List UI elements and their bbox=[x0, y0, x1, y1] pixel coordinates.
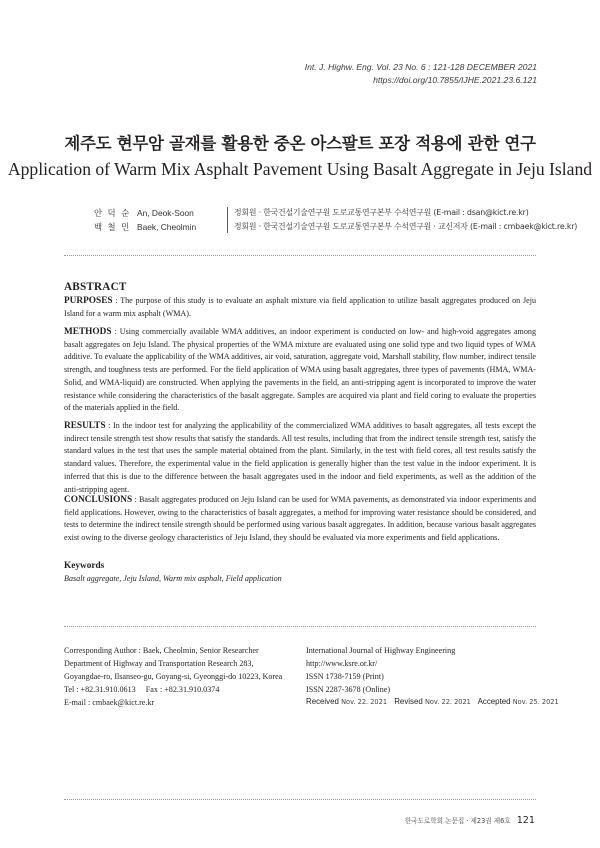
received-date: Nov. 22. 2021 bbox=[341, 698, 388, 706]
doi-link[interactable]: https://doi.org/10.7855/IJHE.2021.23.6.121 bbox=[373, 75, 537, 85]
author-2-english-name: Baek, Cheolmin bbox=[137, 222, 197, 232]
results-label: RESULTS bbox=[64, 421, 106, 431]
journal-info-block bbox=[306, 645, 455, 697]
conclusions-paragraph bbox=[64, 494, 536, 545]
corresponding-email-line[interactable]: E-mail : cmbaek@kict.re.kr bbox=[64, 697, 155, 707]
section-divider bbox=[64, 255, 536, 256]
submission-dates bbox=[306, 697, 564, 706]
author-2-affiliation: 정회원 · 한국건설기술연구원 도로교통연구본부 수석연구원 · 교신저자 (E-mail : cmbaek@kict.re.kr) bbox=[234, 222, 578, 231]
results-paragraph bbox=[64, 420, 536, 496]
english-title: Application of Warm Mix Asphalt Pavement Using Basalt Aggregate in Jeju Island bbox=[7, 159, 593, 179]
author-1-affiliation: 정회원 · 한국건설기술연구원 도로교통연구본부 수석연구원 (E-mail : dsan@kict.re.kr) bbox=[234, 208, 529, 217]
accepted-date: Nov. 25. 2021 bbox=[512, 698, 559, 706]
abstract-heading: ABSTRACT bbox=[64, 281, 127, 293]
issn-online: ISSN 2287-3678 (Online) bbox=[306, 684, 391, 694]
results-text: : In the indoor test for analyzing the applicability of the commercialized WMA additives to basalt aggregates, all tests except the indirect tensile strength test show results that satisfy the standards. All test results, including that from the indirect tensile strength test, satisfy the standard values in the test that uses the sample material obtained from the plant. Similarly, in the test with field cores, all test results satisfy the standard values. Therefore, the experimental value in the field application is generally higher than the test value in the indoor experiment. It is inferred that this is due to the difference between the basalt aggregates used in the indoor and field experiments, as well as the addition of the anti-stripping agent. bbox=[64, 421, 536, 494]
purposes-text: : The purpose of this study is to evaluate an asphalt mixture via field application to utilize basalt aggregates produced on Jeju Island for a warm mix asphalt (WMA). bbox=[64, 296, 536, 318]
corresponding-author-line: Corresponding Author : Baek, Cheolmin, Senior Researcher bbox=[64, 646, 259, 655]
keywords-heading: Keywords bbox=[64, 561, 105, 571]
journal-name: International Journal of Highway Engineering bbox=[306, 646, 456, 655]
page-footer bbox=[405, 815, 535, 826]
journal-website[interactable]: http://www.ksre.or.kr/ bbox=[306, 658, 378, 668]
purposes-label: PURPOSES bbox=[64, 296, 113, 306]
issn-print: ISSN 1738-7159 (Print) bbox=[306, 671, 384, 681]
author-1-korean-name: 안 덕 순 bbox=[94, 208, 131, 218]
footer-divider bbox=[64, 799, 536, 800]
methods-text: : Using commercially available WMA additives, an indoor experiment is conducted on low- and high-void aggregates among basalt aggregates on Jeju Island. The physical properties of the WMA mixture are evaluated using one solid type and two liquid types of WMA additive. To evaluate the applicability of the WMA additives, air void, saturation, aggregate void, Marshall stability, flow number, indirect tensile strength, and toughness tests are performed. For the field application of WMA using basalt aggregates, three types of pavements (HMA, WMA-Solid, and WMA-liquid) are constructed. When applying the pavements in the field, an anti-stripping agent is incorporated to improve the water resistance while considering the characteristics of the basalt aggregate. Samples are acquired via plant and field coring to evaluate the properties of the materials applied in the field. bbox=[64, 327, 536, 413]
received-label: Received bbox=[306, 697, 339, 706]
corresponding-phone-line: Tel : +82.31.910.0613 Fax : +82.31.910.0374 bbox=[64, 684, 220, 694]
korean-title: 제주도 현무암 골재를 활용한 중온 아스팔트 포장 적용에 관한 연구 bbox=[64, 134, 536, 153]
author-block bbox=[0, 206, 600, 236]
author-divider bbox=[227, 207, 228, 233]
corresponding-address-line: Goyangdae-ro, Ilsanseo-gu, Goyang-si, Gyeonggi-do 10223, Korea bbox=[64, 671, 283, 681]
methods-paragraph bbox=[64, 326, 536, 415]
section-divider-bottom bbox=[64, 626, 536, 627]
corresponding-author-block bbox=[64, 645, 282, 710]
revised-label: Revised bbox=[394, 697, 423, 706]
journal-volume-label: 한국도로학회 논문집 · 제23권 제6호 bbox=[404, 817, 511, 825]
author-1-english-name: An, Deok-Soon bbox=[137, 208, 194, 218]
keywords-text: Basalt aggregate, Jeju Island, Warm mix asphalt, Field application bbox=[64, 574, 282, 583]
accepted-label: Accepted bbox=[477, 697, 511, 706]
corresponding-department-line: Department of Highway and Transportation Research 283, bbox=[64, 658, 254, 668]
page-number: 121 bbox=[516, 815, 535, 826]
journal-citation: Int. J. Highw. Eng. Vol. 23 No. 6 : 121-128 DECEMBER 2021 bbox=[304, 62, 537, 72]
conclusions-text: : Basalt aggregates produced on Jeju Island can be used for WMA pavements, as demonstrated via indoor experiments and field applications. However, owing to the characteristics of basalt aggregates, a method for improving water resistance should be considered, and tests to determine the indirect tensile strength should be performed using various basalt aggregates. In addition, because various basalt aggregates exist owing to the diverse geology characteristics of Jeju Island, they should be evaluated via more experiments and field applications. bbox=[64, 495, 536, 543]
purposes-paragraph bbox=[64, 295, 536, 320]
methods-label: METHODS bbox=[64, 327, 112, 337]
journal-reference bbox=[305, 61, 537, 87]
author-2-korean-name: 백 철 민 bbox=[94, 222, 131, 232]
revised-date: Nov. 22. 2021 bbox=[424, 698, 471, 706]
conclusions-label: CONCLUSIONS bbox=[64, 495, 133, 505]
